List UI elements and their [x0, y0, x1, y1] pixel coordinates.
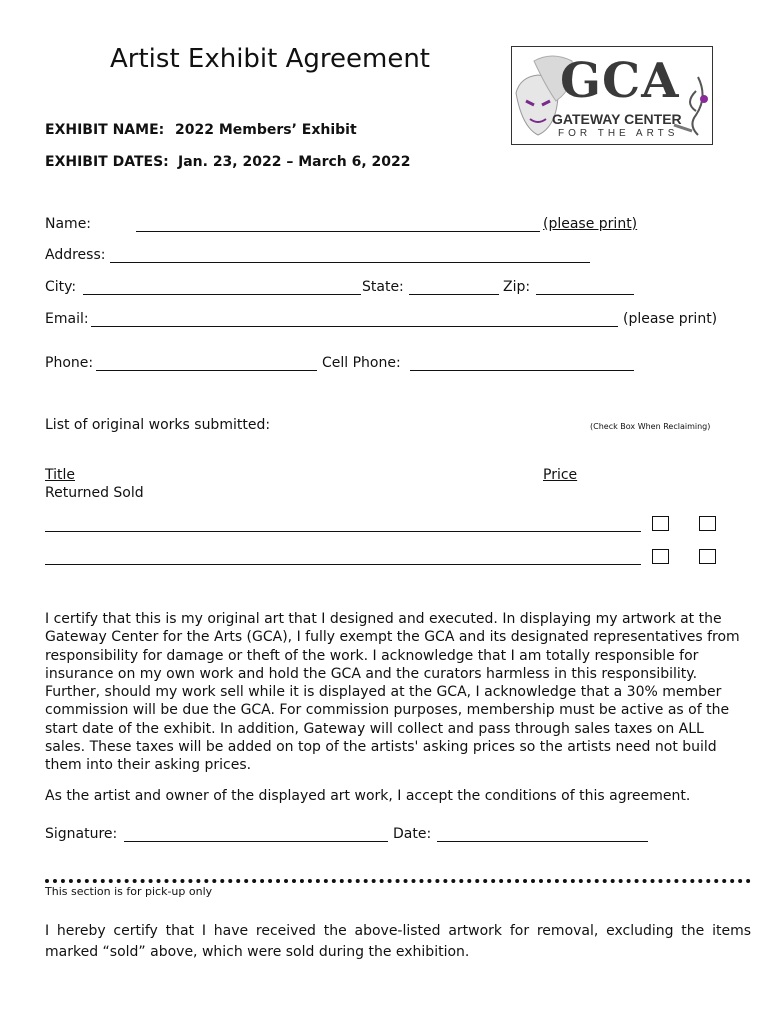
sold-checkbox-1[interactable]: [699, 516, 716, 531]
exhibit-name-value: 2022 Members’ Exhibit: [175, 122, 357, 138]
sold-checkbox-2[interactable]: [699, 549, 716, 564]
gca-logo: [511, 46, 713, 145]
pickup-certify-text: I hereby certify that I have received the above-listed artwork for removal, excluding the items marked “sold” above, which were sold during the exhibition.: [45, 923, 751, 960]
work-line-2[interactable]: [45, 564, 641, 565]
date-field[interactable]: [437, 841, 648, 842]
exhibit-name-label: EXHIBIT NAME:: [45, 122, 165, 138]
city-label: City:: [45, 279, 77, 295]
cell-phone-label: Cell Phone:: [322, 355, 401, 371]
exhibit-dates-label: EXHIBIT DATES:: [45, 154, 169, 170]
address-label: Address:: [45, 247, 106, 263]
logo-line2: FOR THE ARTS: [558, 128, 679, 139]
check-box-note: (Check Box When Reclaiming): [590, 422, 711, 431]
works-list-label: List of original works submitted:: [45, 417, 271, 433]
email-label: Email:: [45, 311, 89, 327]
returned-sold-header: Returned Sold: [45, 485, 144, 501]
email-field[interactable]: [91, 326, 618, 327]
work-line-1[interactable]: [45, 531, 641, 532]
price-column-header: Price: [543, 467, 578, 483]
name-field[interactable]: [136, 231, 540, 232]
title-column-header: Title: [45, 467, 76, 483]
logo-line1: GATEWAY CENTER: [552, 111, 682, 127]
signature-label: Signature:: [45, 826, 118, 842]
returned-checkbox-1[interactable]: [652, 516, 669, 531]
zip-field[interactable]: [536, 294, 634, 295]
phone-label: Phone:: [45, 355, 94, 371]
cell-phone-field[interactable]: [410, 370, 634, 371]
pickup-separator: [45, 879, 751, 883]
returned-checkbox-2[interactable]: [652, 549, 669, 564]
pickup-section-note: This section is for pick-up only: [45, 885, 213, 898]
zip-label: Zip:: [503, 279, 531, 295]
logo-letters: GCA: [560, 53, 680, 109]
agreement-paragraph: I certify that this is my original art that I designed and executed. In displaying my artwork at the Gateway Center for the Arts (GCA), I fully exempt the GCA and its designated representatives from responsibility for damage or theft of the work. I acknowledge that I am totally responsible for insurance on my own work and hold the GCA and the curators harmless in this responsibility. Further, should my work sell while it is displayed at the GCA, I acknowledge that a 30% member commission will be due the GCA. For commission purposes, membership must be active as of the start date of the exhibit. In addition, Gateway will collect and pass through sales taxes on ALL sales. These taxes will be added on top of the artists' asking prices so the artists need not build them into their asking prices.: [45, 611, 740, 774]
phone-field[interactable]: [96, 370, 317, 371]
email-hint: (please print): [623, 311, 718, 327]
city-field[interactable]: [83, 294, 361, 295]
date-label: Date:: [393, 826, 432, 842]
state-field[interactable]: [409, 294, 499, 295]
exhibit-dates-value: Jan. 23, 2022 – March 6, 2022: [178, 154, 411, 170]
name-hint: (please print): [543, 216, 638, 232]
state-label: State:: [362, 279, 404, 295]
address-field[interactable]: [110, 262, 590, 263]
accept-statement: As the artist and owner of the displayed art work, I accept the conditions of this agreement.: [45, 788, 691, 804]
name-label: Name:: [45, 216, 92, 232]
page-title: Artist Exhibit Agreement: [110, 44, 430, 74]
signature-field[interactable]: [124, 841, 388, 842]
